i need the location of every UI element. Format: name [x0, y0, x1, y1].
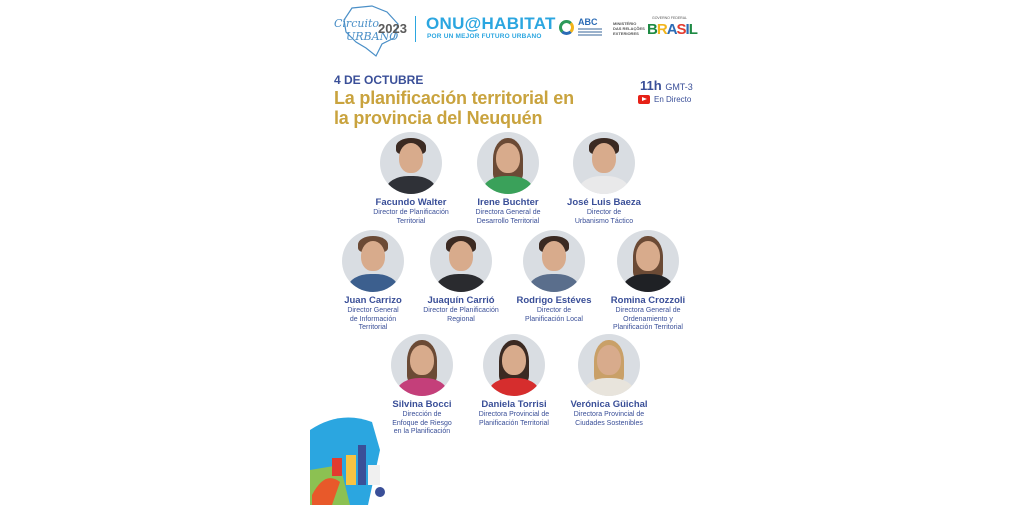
speaker-photo	[617, 230, 679, 292]
speaker-photo	[342, 230, 404, 292]
event-time: 11h GMT-3	[640, 78, 693, 93]
mre-logo: MINISTÉRIO DAS RELAÇÕES EXTERIORES	[613, 21, 645, 36]
abc-logo: ABC	[559, 17, 605, 41]
speaker-name: Juaquín Carrió	[427, 295, 495, 306]
speaker-role: Directora Provincial de Ciudades Sostenibles	[573, 411, 645, 427]
speaker-photo	[391, 334, 453, 396]
event-poster	[310, 0, 715, 505]
speaker-photo	[477, 132, 539, 194]
speaker-photo	[578, 334, 640, 396]
speaker-photo	[483, 334, 545, 396]
speaker-name: José Luis Baeza	[567, 197, 641, 208]
speaker-name: Rodrigo Estéves	[516, 295, 592, 306]
speaker-card	[549, 132, 659, 226]
speaker-name: Romina Crozzoli	[610, 295, 686, 306]
urbano-text: URBANO	[346, 30, 399, 43]
speaker-card	[356, 132, 466, 226]
speaker-photo	[573, 132, 635, 194]
speaker-name: Irene Buchter	[477, 197, 539, 208]
speaker-name: Daniela Torrisi	[481, 399, 547, 410]
speaker-role: Director de Planificación Regional	[423, 307, 499, 323]
circuito-year: 2023	[378, 21, 407, 36]
speaker-name: Facundo Walter	[375, 197, 447, 208]
speaker-role: Directora General de Desarrollo Territorial	[475, 209, 541, 225]
speaker-role: Director de Planificación Local	[525, 307, 583, 323]
speaker-role: Directora Provincial de Planificación Territorial	[478, 411, 550, 427]
speaker-name: Verónica Güichal	[570, 399, 648, 410]
speaker-name: Silvina Bocci	[392, 399, 452, 410]
speaker-photo	[430, 230, 492, 292]
circuito-urbano-logo	[332, 4, 410, 58]
logo-divider	[415, 16, 416, 42]
event-title: La planificación territorial en la provincia del Neuquén	[334, 88, 574, 128]
speaker-card	[593, 230, 703, 333]
speaker-role: Director de Planificación Territorial	[373, 209, 449, 225]
live-indicator[interactable]: En Directo	[638, 95, 691, 104]
city-illustration	[310, 410, 410, 505]
speaker-role: Director General de Información Territorial	[347, 307, 399, 331]
speaker-name: Juan Carrizo	[344, 295, 402, 306]
youtube-icon	[638, 95, 650, 104]
speaker-role: Dirección de Enfoque de Riesgo en la Planificación	[392, 411, 452, 435]
speaker-role: Directora General de Ordenamiento y Planificación Territorial	[613, 307, 683, 331]
event-date: 4 DE OCTUBRE	[334, 73, 424, 87]
speaker-card	[554, 334, 664, 428]
speaker-card	[459, 334, 569, 428]
speaker-photo	[380, 132, 442, 194]
circuito-text: Circuito	[334, 17, 379, 30]
speaker-photo	[523, 230, 585, 292]
speaker-role: Director de Urbanismo Táctico	[574, 209, 634, 225]
speaker-card	[453, 132, 563, 226]
brasil-logo: GOVERNO FEDERAL BRASIL	[647, 16, 697, 38]
onu-habitat-logo: ONU@HABITAT	[426, 14, 556, 33]
abc-ring-icon	[559, 20, 574, 35]
onu-habitat-tagline: POR UN MEJOR FUTURO URBANO	[427, 33, 542, 40]
